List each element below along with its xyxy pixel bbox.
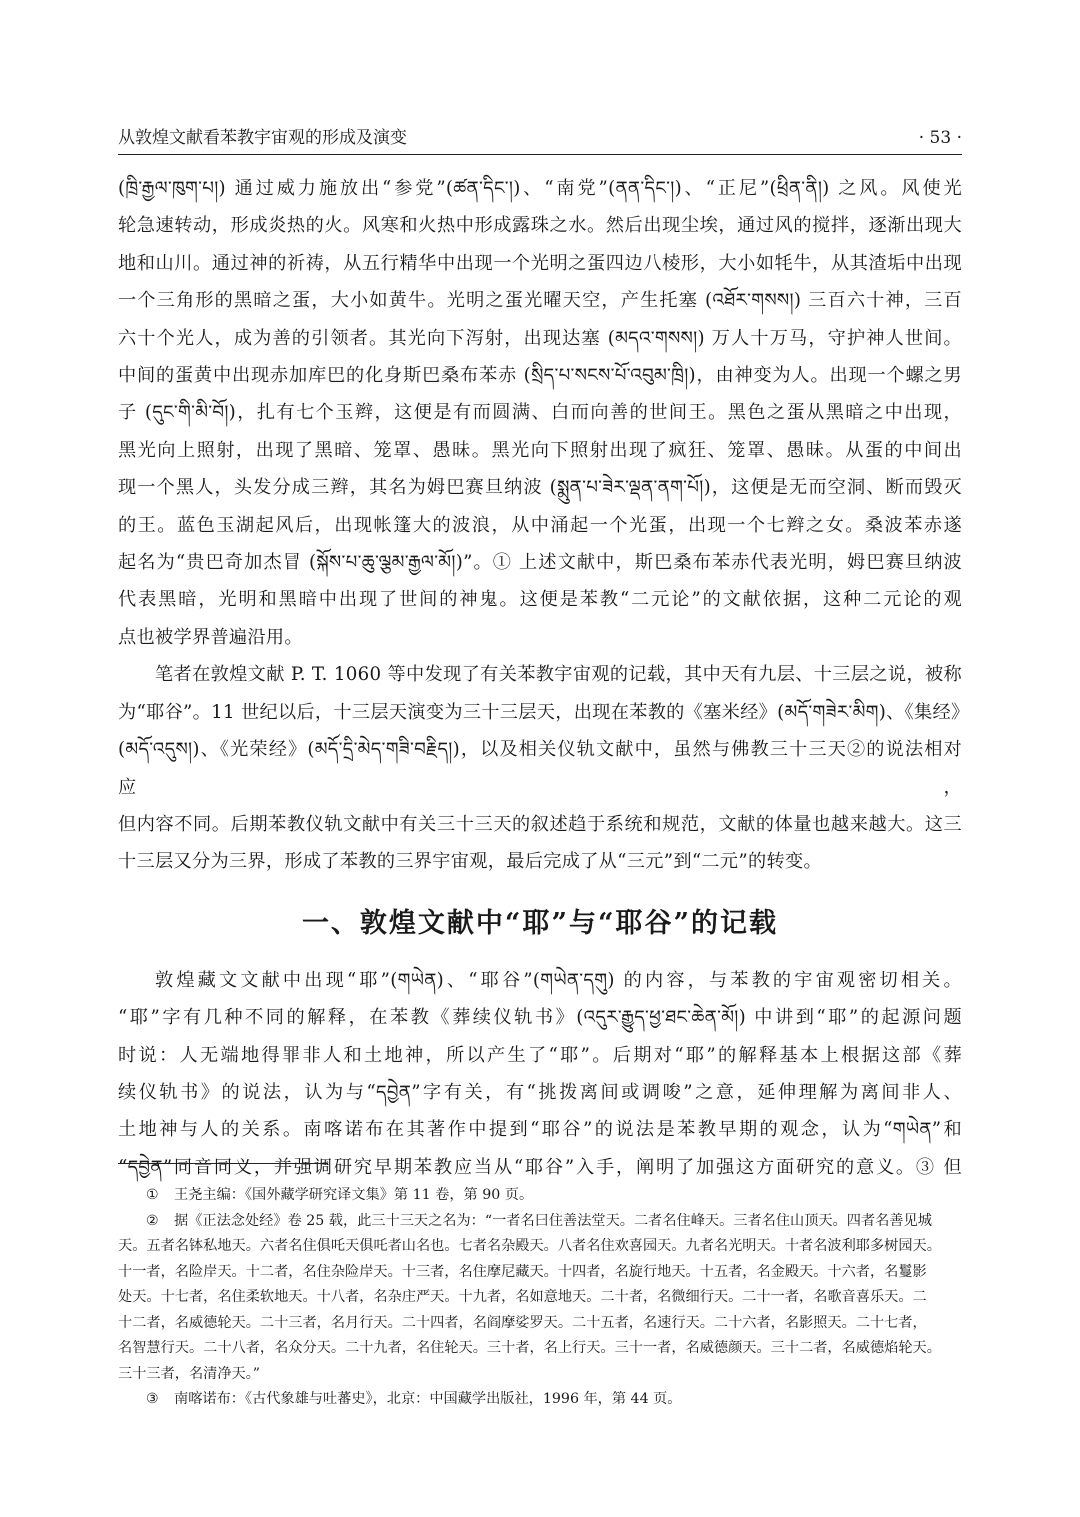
text-line: 子 (དུང་གི་མི་བོ།)，扎有七个玉辫，这便是有而圆满、白而向善的世间王。黑色之蛋从黑暗之中出现，	[118, 402, 962, 424]
paragraph-2	[118, 656, 970, 880]
running-title: 从敦煌文献看苯教宇宙观的形成及演变	[118, 128, 407, 148]
footnote-line: 天。五者名钵私地天。六者名住俱吒天俱吒者山名也。七者名杂殿天。八者名住欢喜园天。九者名光明天。十者名波利耶多树园天。	[118, 1238, 941, 1254]
section-title: 一、敦煌文献中“耶”与“耶谷”的记载	[301, 907, 779, 939]
text-line: 地和山川。通过神的祈祷，从五行精华中出现一个光明之蛋四边八棱形，大小如牦牛，从其渣垢中出现	[118, 252, 962, 274]
footnote-line: 三十三者，名清净天。”	[118, 1365, 261, 1382]
body-text	[118, 170, 970, 1186]
text-line: 一个三角形的黑暗之蛋，大小如黄牛。光明之蛋光曜天空，产生托塞 (འཐོར་གསས།) 三百六十神，三百	[118, 290, 962, 312]
text-line: (ཁྲི་རྒྱལ་ཁུག་པ།) 通过威力施放出“参党”(ཚན་དིང་།)、“南党”(ནན་དིང་།)、“正尼”(ཕྲིན་ནི།) 之风。风使光	[118, 178, 962, 199]
text-line: 十三层又分为三界，形成了苯教的三界宇宙观，最后完成了从“三元”到“二元”的转变。	[118, 851, 822, 873]
footnote-line: 处天。十七者，名住柔软地天。十八者，名杂庄严天。十九者，名如意地天。二十者，名微细行天。二十一者，名歌音喜乐天。二	[118, 1289, 927, 1305]
text-line: 轮急速转动，形成炎热的火。风寒和火热中形成露珠之水。然后出现尘埃，通过风的搅拌，逐渐出现大	[118, 215, 962, 237]
footnote-line	[118, 1209, 962, 1234]
running-header	[118, 112, 962, 155]
text-line: 代表黑暗，光明和黑暗中出现了世间的神鬼。这便是苯教“二元论”的文献依据，这种二元论的观	[118, 589, 962, 611]
footnote-1	[118, 1183, 962, 1208]
text-line: 续仪轨书》的说法，认为与“དབྱེན”字有关，有“挑拨离间或调唆”之意，延伸理解为离间非人、	[118, 1081, 962, 1103]
footnote-line: 十二者，名威德轮天。二十三者，名月行天。二十四者，名阎摩娑罗天。二十五者，名速行天。二十六者，名影照天。二十七者，	[118, 1314, 927, 1331]
footnote-marker: ①	[146, 1187, 159, 1203]
text-line: 土地神与人的关系。南喀诺布在其著作中提到“耶谷”的说法是苯教早期的观念，认为“གཡེན”和	[118, 1119, 962, 1141]
footnote-divider	[118, 1163, 328, 1164]
text-line: 敦煌藏文文献中出现“耶”(གཡེན)、“耶谷”(གཡེན་དགུ) 的内容，与苯教的宇宙观密切相关。	[155, 969, 962, 991]
text-line: “耶”字有几种不同的解释，在苯教《葬续仪轨书》(འདུར་རྒྱུད་ཕྱ་ཐང་ཆེན་མོ།) 中讲到“耶”的起源问题	[118, 1007, 962, 1029]
text-line: 为“耶谷”。11 世纪以后，十三层天演变为三十三层天，出现在苯教的《塞米经》(མདོ་གཟེར་མིག)、《集经》	[118, 701, 970, 723]
text-line: 现一个黑人，头发分成三辫，其名为姆巴赛旦纳波 (སྨུན་པ་ཟེར་ལྡན་ནག་པོ།)，这便是无而空洞、断而毁灭	[118, 477, 962, 499]
footnote-text: 王尧主编：《国外藏学研究译文集》第 11 卷，第 90 页。	[174, 1187, 534, 1203]
text-line: “དབྱེན”同音同义，并强调研究早期苯教应当从“耶谷”入手，阐明了加强这方面研究的意义。③ 但	[118, 1156, 963, 1178]
footnote-marker: ③	[146, 1391, 159, 1407]
text-line: 六十个光人，成为善的引领者。其光向下泻射，出现达塞 (མདའ་གསས།) 万人十万马，守护神人世间。	[118, 327, 962, 349]
text-line: (མདོ་འདུས།)、《光荣经》(མདོ་དྲི་མེད་གཟི་བརྗིད།)，以及相关仪轨文献中，虽然与佛教三十三天②的说法相对应，	[118, 739, 962, 798]
text-line: 起名为“贵巴奇加杰冒 (སྐོས་པ་ཆུ་ལྕམ་རྒྱལ་མོ།)”。① 上述文献中，斯巴桑布苯赤代表光明，姆巴赛旦纳波	[118, 552, 962, 574]
page-number: · 53 ·	[918, 128, 962, 148]
text-line: 中间的蛋黄中出现赤加库巴的化身斯巴桑布苯赤 (སྲིད་པ་སངས་པོ་འབུམ་ཁྲི།)，由神变为人。出现一个螺之男	[118, 365, 962, 387]
footnote-line: 十一者，名险岸天。十二者，名住杂险岸天。十三者，名住摩尼藏天。十四者，名旋行地天。十五者，名金殿天。十六者，名鬘影	[118, 1263, 927, 1280]
footnote-line: 名智慧行天。二十八者，名众分天。二十九者，名住轮天。三十者，名上行天。三十一者，名威德颜天。三十二者，名威德焰轮天。	[118, 1340, 941, 1356]
footnote-2	[118, 1209, 962, 1387]
footnote-3	[118, 1387, 962, 1412]
footnote-text: 据《正法念处经》卷 25 载，此三十三天之名为：“一者名曰住善法堂天。二者名住峰天。三者名住山顶天。四者名善见城	[174, 1212, 932, 1229]
text-line: 点也被学界普遍沿用。	[118, 626, 303, 648]
footnotes	[118, 1183, 962, 1413]
paragraph-1	[118, 170, 962, 656]
footnote-marker: ②	[146, 1212, 159, 1229]
footnote-text: 南喀诺布：《古代象雄与吐蕃史》，北京：中国藏学出版社，1996 年，第 44 页。	[174, 1391, 682, 1407]
text-line: 的王。蓝色玉湖起风后，出现帐篷大的波浪，从中涌起一个光蛋，出现一个七辫之女。桑波苯赤遂	[118, 514, 962, 536]
text-line: 但内容不同。后期苯教仪轨文献中有关三十三天的叙述趋于系统和规范，文献的体量也越来越大。这三	[118, 813, 962, 835]
text-line: 笔者在敦煌文献 P. T. 1060 等中发现了有关苯教宇宙观的记载，其中天有九层、十三层之说，被称	[155, 664, 962, 686]
text-line: 黑光向上照射，出现了黑暗、笼罩、愚昧。黑光向下照射出现了疯狂、笼罩、愚昧。从蛋的中间出	[118, 439, 962, 461]
text-line: 时说：人无端地得罪非人和土地神，所以产生了“耶”。后期对“耶”的解释基本上根据这部《葬	[118, 1044, 962, 1066]
paragraph-3	[118, 962, 962, 1186]
